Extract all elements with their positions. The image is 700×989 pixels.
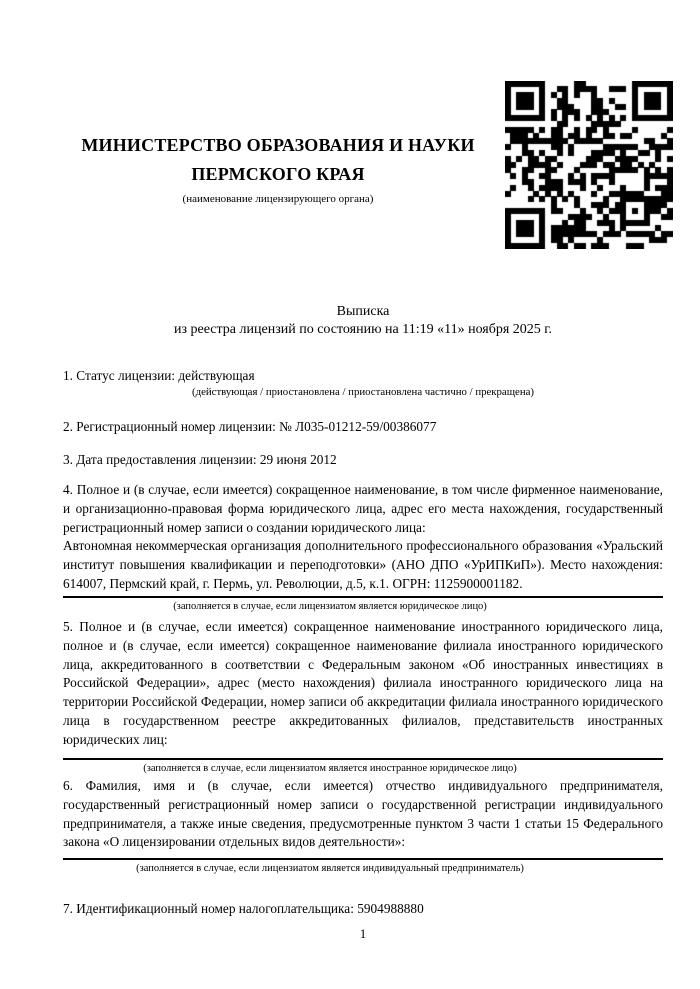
- item-4-legal-entity-section: [63, 481, 663, 613]
- page-number: 1: [359, 926, 367, 941]
- item-6-label: 6. Фамилия, имя и (в случае, если имеется) отчество индивидуального предпринимателя, государственный регистрационный номер записи о государственной регистрации индивидуального предпринимателя, а также иные сведения, предусмотренные пунктом 3 части 1 статьи 15 Федерального закона «О лицензировании отдельных видов деятельности»:: [63, 778, 663, 850]
- document-subtitle: из реестра лицензий по состоянию на 11:19 «11» ноября 2025 г.: [174, 322, 552, 337]
- item-1-status-options-note: (действующая / приостановлена / приостановлена частично / прекращена): [192, 386, 534, 398]
- field-underline: [63, 758, 663, 760]
- item-5-foreign-entity-section: [63, 618, 663, 775]
- document-title: Выписка: [336, 304, 390, 319]
- item-6-field-caption: (заполняется в случае, если лицензиатом является индивидуальный предприниматель): [136, 863, 524, 875]
- item-2-registration-number: 2. Регистрационный номер лицензии: № Л035-01212-59/00386077: [63, 419, 437, 434]
- field-underline: [63, 858, 663, 860]
- item-4-label: 4. Полное и (в случае, если имеется) сокращенное наименование, в том числе фирменное наименование, и организационно-правовая форма юридического лица, адрес его места нахождения, государственный регистрационный номер записи о создании юридического лица:: [63, 482, 663, 535]
- ministry-name-line1: МИНИСТЕРСТВО ОБРАЗОВАНИЯ И НАУКИ: [81, 135, 475, 155]
- item-5-label: 5. Полное и (в случае, если имеется) сокращенное наименование иностранного юридического лица, полное и (в случае, если имеется) сокращенное наименование филиала иностранного юридического лица, аккредитованного в соответствии с Федеральным законом «Об иностранных инвестициях в Российской Федерации», адрес (место нахождения) филиала иностранного юридического лица на территории Российской Федерации, номер записи об аккредитации филиала иностранного юридического лица в государственном реестре аккредитованных филиалов, представительств иностранных юридических лиц:: [63, 619, 663, 747]
- ministry-name-line2: ПЕРМСКОГО КРАЯ: [191, 164, 365, 184]
- item-6-entrepreneur-section: [63, 777, 663, 875]
- item-4-field-caption: (заполняется в случае, если лицензиатом является юридическое лицо): [173, 600, 487, 612]
- field-underline: [63, 596, 663, 598]
- licensing-authority-block: [63, 131, 493, 206]
- item-5-field-caption: (заполняется в случае, если лицензиатом является иностранное юридическое лицо): [143, 762, 517, 774]
- item-7-taxpayer-id: 7. Идентификационный номер налогоплательщика: 5904988880: [63, 901, 424, 916]
- qr-code-icon: [505, 81, 673, 249]
- item-4-value: Автономная некоммерческая организация дополнительного профессионального образования «Уральский институт повышения квалификации и переподготовки» (АНО ДПО «УрИПКиП»). Место нахождения: 614007, Пермский край, г. Пермь, ул. Революции, д.5, к.1. ОГРН: 1125900001182.: [63, 538, 663, 591]
- ministry-caption: (наименование лицензирующего органа): [182, 193, 374, 205]
- document-title-block: [63, 303, 663, 339]
- item-1-license-status: 1. Статус лицензии: действующая: [63, 368, 255, 383]
- item-3-grant-date: 3. Дата предоставления лицензии: 29 июня 2012: [63, 452, 337, 467]
